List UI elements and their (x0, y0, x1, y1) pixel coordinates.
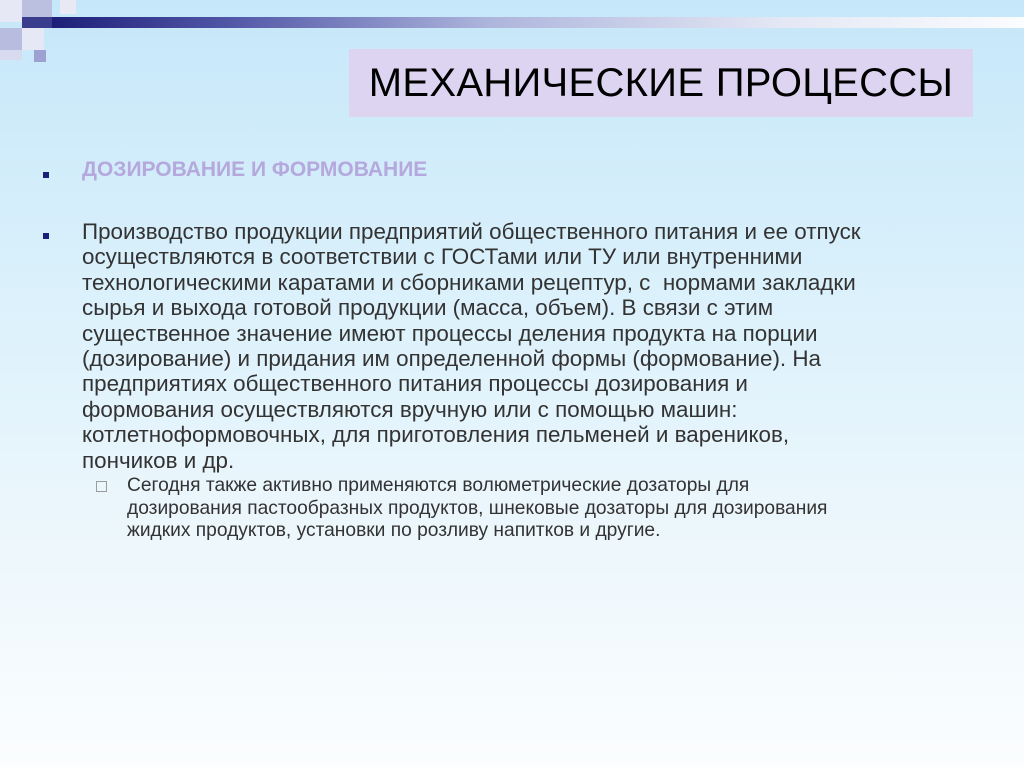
corner-square (0, 50, 22, 60)
corner-square (22, 0, 52, 17)
bullet-marker (43, 233, 49, 239)
section-subtitle: ДОЗИРОВАНИЕ И ФОРМОВАНИЕ (82, 158, 428, 181)
bullet-marker (43, 172, 49, 178)
slide-title: МЕХАНИЧЕСКИЕ ПРОЦЕССЫ (368, 60, 954, 105)
corner-square (34, 50, 46, 62)
corner-square (0, 0, 22, 22)
corner-square (60, 0, 76, 14)
sub-bullet-paragraph: Сегодня также активно применяются волюметрические дозаторы для дозирования пастообразных продуктов, шнековые дозаторы для дозирования жидких продуктов, установки по розливу напитков и другие. (127, 475, 828, 541)
corner-square (0, 28, 22, 50)
corner-square (22, 28, 44, 50)
header-bar (52, 17, 1024, 28)
sub-bullet-marker (96, 481, 107, 492)
body-paragraph: Производство продукции предприятий общественного питания и ее отпуск осуществляются в соответствии с ГОСТами или ТУ или внутренними технологическими каратами и сборниками рецептур, с нормами закладки сырья и выхода готовой продукции (масса, объем). В связи с этим существенное значение имеют процессы деления продукта на порции (дозирование) и придания им определенной формы (формование). На предприятиях общественного питания процессы дозирования и формования осуществляются вручную или с помощью машин: котлетноформовочных, для приготовления пельменей и вареников, пончиков и др. (82, 219, 861, 473)
corner-square (22, 17, 52, 28)
title-box (349, 49, 973, 117)
